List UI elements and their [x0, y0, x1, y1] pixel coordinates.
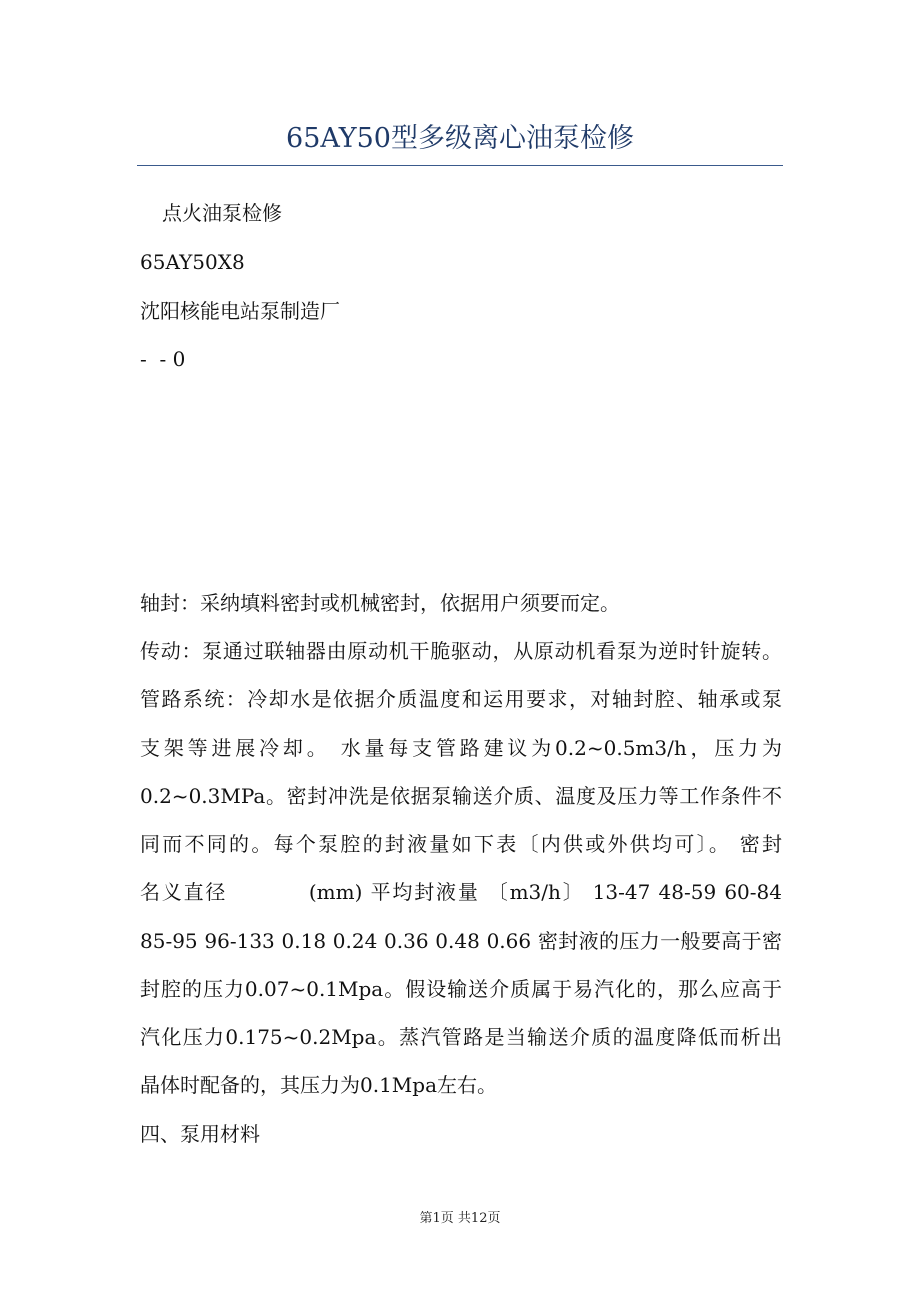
body-line: 汽化压力0.175~0.2Mpa。蒸汽管路是当输送介质的温度降低而析出 [140, 1025, 782, 1049]
body-line: 0.2~0.3MPa。密封冲洗是依据泵输送介质、温度及压力等工作条件不 [140, 784, 782, 808]
section-heading: 四、泵用材料 [140, 1122, 260, 1146]
header-line: 65AY50X8 [140, 250, 245, 274]
body-line: 支架等进展冷却。 水量每支管路建议为0.2~0.5m3/h，压力为 [140, 736, 782, 760]
document-title: 65AY50型多级离心油泵检修 [286, 123, 634, 154]
body-line: 封腔的压力0.07~0.1Mpa。假设输送介质属于易汽化的，那么应高于 [140, 977, 782, 1001]
body-line: 管路系统：冷却水是依据介质温度和运用要求，对轴封腔、轴承或泵 [140, 687, 782, 711]
header-line: 点火油泵检修 [162, 201, 282, 225]
header-line: 沈阳核能电站泵制造厂 [140, 299, 340, 323]
header-line: - - 0 [140, 347, 186, 371]
body-line: 轴封：采纳填料密封或机械密封，依据用户须要而定。 [140, 591, 620, 615]
body-line: 传动：泵通过联轴器由原动机干脆驱动，从原动机看泵为逆时针旋转。 [140, 639, 782, 663]
body-line: 晶体时配备的，其压力为0.1Mpa左右。 [140, 1073, 498, 1097]
body-line: 85-95 96-133 0.18 0.24 0.36 0.48 0.66 密封液的压力一般要高于密 [140, 929, 782, 953]
title-underline [137, 165, 783, 166]
body-line: 名义直径 (mm) 平均封液量 〔m3/h〕 13-47 48-59 60-84 [140, 880, 782, 904]
body-line: 同而不同的。每个泵腔的封液量如下表〔内供或外供均可〕。 密封 [140, 832, 782, 856]
page-footer: 第1页 共12页 [419, 1211, 501, 1226]
